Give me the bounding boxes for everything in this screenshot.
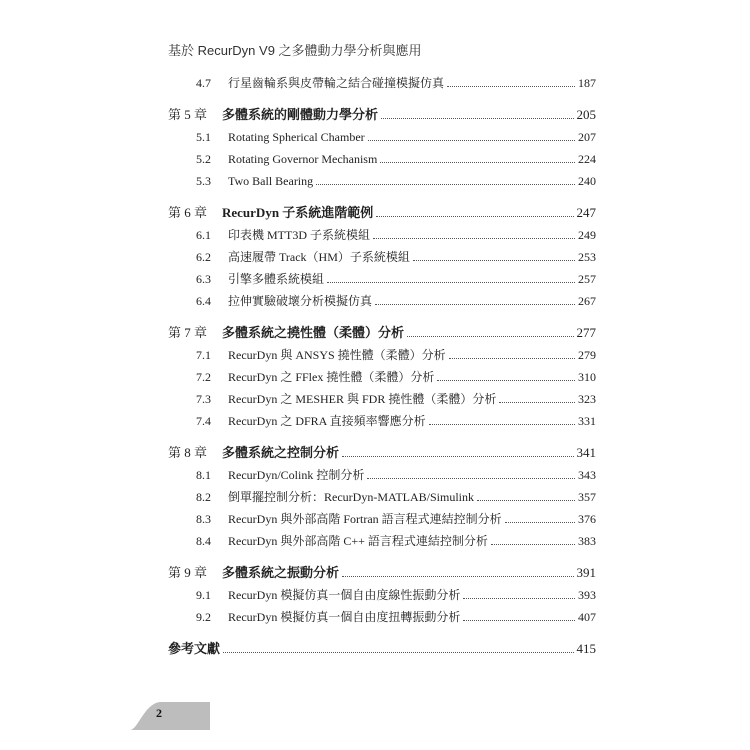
toc-entry-title: 引擎多體系統模組 [228, 272, 325, 286]
page-number-tab [130, 700, 210, 730]
toc-entry-number: 第 8 章 [168, 445, 208, 460]
toc-entry-title: 多體系統的剛體動力學分析 [222, 107, 379, 122]
toc-gap [168, 94, 596, 103]
toc-entry-number: 第 6 章 [168, 205, 208, 220]
dot-leader [368, 140, 575, 141]
dot-leader [327, 282, 575, 283]
table-of-contents [168, 72, 596, 660]
dot-leader [342, 456, 573, 457]
toc-entry-number: 8.3 [196, 512, 211, 526]
toc-entry-title: 倒單擺控制分析：RecurDyn-MATLAB/Simulink [228, 490, 474, 504]
toc-chapter-row[interactable] [168, 561, 596, 584]
toc-entry-page: 187 [578, 76, 596, 90]
dot-leader [449, 358, 575, 359]
toc-entry-page: 267 [578, 294, 596, 308]
toc-section-row[interactable] [168, 344, 596, 366]
dot-leader [367, 478, 575, 479]
toc-section-row[interactable] [168, 224, 596, 246]
dot-leader [375, 304, 575, 305]
dot-leader [499, 402, 575, 403]
toc-entry-page: 393 [578, 588, 596, 602]
dot-leader [429, 424, 575, 425]
toc-entry-page: 207 [578, 130, 596, 144]
toc-entry-title: RecurDyn 與 ANSYS 撓性體（柔體）分析 [228, 348, 446, 362]
toc-gap [168, 552, 596, 561]
dot-leader [380, 162, 575, 163]
toc-entry-page: 376 [578, 512, 596, 526]
toc-section-row[interactable] [168, 126, 596, 148]
toc-entry-page: 357 [578, 490, 596, 504]
toc-entry-number: 7.2 [196, 370, 211, 384]
toc-entry-number: 7.3 [196, 392, 211, 406]
toc-entry-number: 9.1 [196, 588, 211, 602]
toc-entry-number: 第 9 章 [168, 565, 208, 580]
toc-entry-number: 8.2 [196, 490, 211, 504]
toc-entry-title: RecurDyn/Colink 控制分析 [228, 468, 365, 482]
toc-entry-page: 391 [576, 565, 596, 580]
dot-leader [373, 238, 575, 239]
toc-section-row[interactable] [168, 486, 596, 508]
toc-entry-number: 第 5 章 [168, 107, 208, 122]
toc-section-row[interactable] [168, 148, 596, 170]
toc-entry-page: 253 [578, 250, 596, 264]
toc-entry-page: 310 [578, 370, 596, 384]
toc-section-row[interactable] [168, 388, 596, 410]
dot-leader [463, 598, 575, 599]
dot-leader [505, 522, 575, 523]
toc-entry-title: RecurDyn 之 DFRA 直接頻率響應分析 [228, 414, 426, 428]
toc-entry-title: RecurDyn 與外部高階 Fortran 語言程式連結控制分析 [228, 512, 502, 526]
toc-entry-title: Rotating Spherical Chamber [228, 130, 365, 144]
toc-entry-title: 印表機 MTT3D 子系統模組 [228, 228, 370, 242]
toc-section-row[interactable] [168, 290, 596, 312]
dot-leader [316, 184, 575, 185]
toc-entry-title: RecurDyn 與外部高階 C++ 語言程式連結控制分析 [228, 534, 488, 548]
toc-chapter-row[interactable] [168, 201, 596, 224]
dot-leader [376, 216, 573, 217]
dot-leader [477, 500, 575, 501]
toc-entry-title: 行星齒輪系與皮帶輪之結合碰撞模擬仿真 [228, 76, 445, 90]
dot-leader [437, 380, 575, 381]
toc-entry-number: 4.7 [196, 76, 211, 90]
toc-entry-page: 331 [578, 414, 596, 428]
dot-leader [447, 86, 575, 87]
toc-entry-title: 拉伸實驗破壞分析模擬仿真 [228, 294, 373, 308]
toc-entry-title: 參考文獻 [168, 641, 221, 656]
toc-entry-page: 224 [578, 152, 596, 166]
dot-leader [413, 260, 575, 261]
toc-entry-title: RecurDyn 之 MESHER 與 FDR 撓性體（柔體）分析 [228, 392, 497, 406]
toc-gap [168, 312, 596, 321]
toc-entry-number: 7.4 [196, 414, 211, 428]
toc-section-row[interactable] [168, 530, 596, 552]
toc-entry-title: RecurDyn 之 FFlex 撓性體（柔體）分析 [228, 370, 435, 384]
toc-entry-page: 323 [578, 392, 596, 406]
dot-leader [223, 652, 573, 653]
toc-ref-row[interactable] [168, 637, 596, 660]
toc-section-row[interactable] [168, 606, 596, 628]
toc-chapter-row[interactable] [168, 103, 596, 126]
toc-section-row[interactable] [168, 246, 596, 268]
toc-entry-title: RecurDyn 模擬仿真一個自由度扭轉振動分析 [228, 610, 461, 624]
page-number: 2 [156, 706, 162, 720]
toc-section-row[interactable] [168, 508, 596, 530]
toc-entry-page: 407 [578, 610, 596, 624]
toc-entry-page: 279 [578, 348, 596, 362]
toc-entry-number: 6.1 [196, 228, 211, 242]
toc-entry-page: 343 [578, 468, 596, 482]
toc-section-row[interactable] [168, 584, 596, 606]
toc-entry-page: 415 [576, 641, 596, 656]
toc-entry-number: 6.3 [196, 272, 211, 286]
toc-entry-page: 277 [576, 325, 596, 340]
toc-entry-title: 多體系統之控制分析 [222, 445, 340, 460]
toc-gap [168, 628, 596, 637]
toc-gap [168, 432, 596, 441]
toc-section-row[interactable] [168, 464, 596, 486]
toc-gap [168, 192, 596, 201]
toc-entry-page: 257 [578, 272, 596, 286]
toc-entry-number: 8.4 [196, 534, 211, 548]
dot-leader [491, 544, 575, 545]
toc-entry-number: 6.4 [196, 294, 211, 308]
dot-leader [407, 336, 573, 337]
toc-chapter-row[interactable] [168, 321, 596, 344]
dot-leader [463, 620, 575, 621]
toc-entry-title: Two Ball Bearing [228, 174, 314, 188]
toc-entry-page: 247 [576, 205, 596, 220]
toc-entry-page: 341 [576, 445, 596, 460]
toc-entry-number: 7.1 [196, 348, 211, 362]
toc-entry-page: 249 [578, 228, 596, 242]
dot-leader [342, 576, 573, 577]
toc-entry-title: 高速履帶 Track（HM）子系統模組 [228, 250, 410, 264]
toc-entry-number: 5.2 [196, 152, 211, 166]
toc-entry-page: 205 [576, 107, 596, 122]
toc-entry-number: 6.2 [196, 250, 211, 264]
toc-entry-number: 5.3 [196, 174, 211, 188]
toc-entry-number: 9.2 [196, 610, 211, 624]
toc-entry-number: 第 7 章 [168, 325, 208, 340]
dot-leader [381, 118, 573, 119]
running-header: 基於 RecurDyn V9 之多體動力學分析與應用 [168, 43, 422, 58]
toc-section-row[interactable] [168, 170, 596, 192]
toc-entry-page: 240 [578, 174, 596, 188]
toc-entry-page: 383 [578, 534, 596, 548]
toc-entry-number: 5.1 [196, 130, 211, 144]
toc-entry-title: Rotating Governor Mechanism [228, 152, 378, 166]
toc-chapter-row[interactable] [168, 441, 596, 464]
toc-entry-title: 多體系統之振動分析 [222, 565, 340, 580]
toc-section-row[interactable] [168, 72, 596, 94]
toc-entry-title: 多體系統之撓性體（柔體）分析 [222, 325, 405, 340]
toc-entry-number: 8.1 [196, 468, 211, 482]
toc-section-row[interactable] [168, 410, 596, 432]
toc-entry-title: RecurDyn 子系統進階範例 [222, 205, 374, 220]
toc-entry-title: RecurDyn 模擬仿真一個自由度線性振動分析 [228, 588, 461, 602]
toc-section-row[interactable] [168, 366, 596, 388]
toc-section-row[interactable] [168, 268, 596, 290]
